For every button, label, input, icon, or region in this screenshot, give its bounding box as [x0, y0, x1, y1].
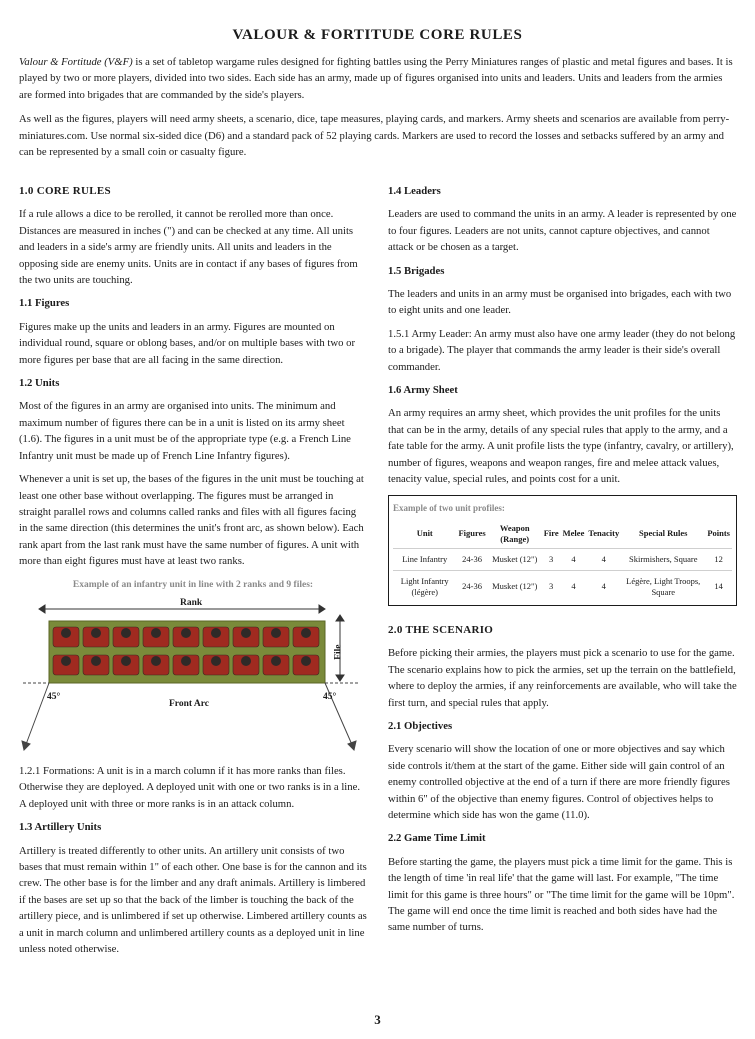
figures-text: Figures make up the units and leaders in an army. Figures are mounted on individual round, square or oblong bases, and/or on multiple bases with two or more figures per base that are all facing in the same direction. — [19, 320, 356, 366]
leaders-text: Leaders are used to command the units in an army. A leader is represented by one to four figures. Leaders are not units, cannot capture objectives, and cannot attack or be chosen as a target. — [388, 208, 737, 254]
table-header: Unit — [416, 528, 433, 539]
table-cell: 4 — [586, 548, 621, 570]
table-cell: 24-36 — [456, 570, 487, 603]
heading-figures: 1.1 Figures — [19, 297, 70, 310]
army-leader-text: 1.5.1 Army Leader: An army must also have one army leader (they do not belong to a brigade). The player that commands the army leader is their side's overall commander. — [388, 327, 736, 373]
time-limit-text: Before starting the game, the players must pick a time limit for the game. This is the length of time 'in real life' that the game will last. For example, "The time limit for this game is three hours" or "The time limit for the game will be 10pm". The game will end once the time limit is reached and both sides have had the same number of turns. — [388, 855, 735, 934]
army-sheet-text: An army requires an army sheet, which provides the unit profiles for the units that can be in the army, details of any special rules that apply to the army, and a fate table for the army. A unit profile lists the type (infantry, cavalry, or artillery), number of figures, weapons and weapon ranges, fire and melee attack values, tenacity value, special rules, and points cost for a unit. — [388, 407, 734, 486]
right-column — [388, 183, 737, 943]
table-row — [393, 548, 732, 570]
table-header-row — [393, 520, 732, 549]
table-header: Points — [707, 528, 730, 539]
heading-units: 1.2 Units — [19, 377, 60, 390]
table-header: Weapon (Range) — [499, 522, 530, 544]
intro-paragraph-1 — [19, 54, 737, 103]
heading-time-limit: 2.2 Game Time Limit — [388, 832, 486, 845]
table-cell: 3 — [542, 548, 561, 570]
table-header: Melee — [562, 528, 585, 539]
table-header: Special Rules — [639, 528, 688, 539]
heading-artillery: 1.3 Artillery Units — [19, 821, 102, 834]
table-cell: Musket (12") — [488, 570, 542, 603]
table-cell: 4 — [561, 548, 587, 570]
table-cell: Line Infantry — [393, 548, 456, 570]
page-title: VALOUR & FORTITUDE CORE RULES — [232, 27, 523, 43]
table-cell: 3 — [542, 570, 561, 603]
unit-diagram-graphic — [19, 597, 367, 755]
intro-text: is a set of tabletop wargame rules designed for fighting battles using the Perry Miniatures ranges of plastic and metal figures and bases. It is played by two or more players, divided into two sides. Each side has an army, made up of figures organised into units and leaders. Units and leaders from the armies are formed into brigades that are commanded by the side's players. — [19, 56, 733, 101]
unit-diagram — [19, 597, 367, 755]
heading-core-rules: 1.0 CORE RULES — [19, 185, 111, 197]
core-rules-text: If a rule allows a dice to be rerolled, it cannot be rerolled more than once. Distances are measured in inches (") and can be checked at any time. All units and leaders in a side's army are friendly units. All units and leaders in the opposing side are enemy units. Units are in contact if any bases of figures from the two units are touching. — [19, 208, 358, 287]
intro-lead: Valour & Fortitude (V&F) — [19, 56, 133, 68]
table-cell: 12 — [705, 548, 732, 570]
table-cell: Light Infantry (légère) — [393, 570, 456, 603]
heading-scenario: 2.0 THE SCENARIO — [388, 623, 494, 636]
heading-brigades: 1.5 Brigades — [388, 264, 445, 277]
table-header: Figures — [458, 528, 486, 539]
units-text-2: Whenever a unit is set up, the bases of the figures in the unit must be touching at least one other base without overlapping. The figures must be arranged in straight parallel rows and columns called ranks and files with all figures facing in the same direction (this determines the unit's front arc, as shown below). Each rank apart from the last rank must have the same number of figures. A unit with more than eight figures must have at least two ranks. — [19, 473, 364, 568]
table-header: Tenacity — [588, 528, 620, 539]
table-cell: 4 — [561, 570, 587, 603]
intro — [19, 54, 737, 168]
table-cell: Musket (12") — [488, 548, 542, 570]
unit-profile-example — [388, 495, 737, 606]
table-cell: Légère, Light Troops, Square — [621, 570, 705, 603]
front-arc-label: Front Arc — [169, 698, 210, 709]
page-number: 3 — [374, 1012, 381, 1027]
scenario-text: Before picking their armies, the players must pick a scenario to use for the game. The scenario explains how to pick the armies, set up the terrain on the battlefield, where to deploy the armies, if any reinforcements are available, who will take the first turn, and special rules that apply. — [388, 647, 737, 709]
table-cell: 14 — [705, 570, 732, 603]
table-row — [393, 570, 732, 603]
table-cell: Skirmishers, Square — [621, 548, 705, 570]
diagram-caption: Example of an infantry unit in line with 2 ranks and 9 files: — [72, 579, 314, 590]
units-text-1: Most of the figures in an army are organised into units. The minimum and maximum number of figures there can be in a unit is listed on its army sheet (1.6). The figures in a unit must be of the appropriate type (e.g. a French Line Infantry unit must be made up of French Line Infantry figures). — [19, 400, 351, 462]
table-cell: 24-36 — [456, 548, 487, 570]
heading-army-sheet: 1.6 Army Sheet — [388, 384, 458, 397]
file-label: File — [333, 644, 344, 660]
objectives-text: Every scenario will show the location of one or more objectives and say which side controls it/them at the start of the game. Either side will gain control of an enemy controlled objective at the end of a turn if there are more friendly figures within 6" of the objective than enemy figures. Control of objectives helps to determine which side has won the game (11.0). — [388, 743, 730, 821]
example-caption: Example of two unit profiles: — [393, 502, 505, 513]
angle-right-label: 45° — [323, 691, 337, 702]
table-cell: 4 — [586, 570, 621, 603]
brigades-text: The leaders and units in an army must be organised into brigades, each with two to eight units and one leader. — [388, 288, 732, 317]
table-header: Fire — [543, 528, 559, 539]
heading-objectives: 2.1 Objectives — [388, 719, 453, 732]
unit-profile-table — [393, 520, 732, 603]
formations-text: 1.2.1 Formations: A unit is in a march column if it has more ranks than files. Otherwise they are deployed. A deployed unit with one or two ranks is in a line. A deployed unit with three or more ranks is in an attack column. — [19, 764, 361, 810]
rank-label: Rank — [180, 597, 203, 608]
heading-leaders: 1.4 Leaders — [388, 185, 441, 197]
left-column — [19, 183, 367, 964]
artillery-text: Artillery is treated differently to other units. An artillery unit consists of two bases that must remain within 1" of each other. One base is for the cannon and its crew. The other base is for the limber and any draft animals. Artillery is limbered if the bases are set up so that the back of the limber is touching the back of the artillery piece, and is unlimbered if set up otherwise. Limbered artillery counts as a unit in march column and unlimbered artillery counts as a deployed unit in line unless noted otherwise. — [19, 844, 367, 955]
intro-paragraph-2: As well as the figures, players will need army sheets, a scenario, dice, tape measures, playing cards, and markers. Army sheets and scenarios are available from perry-miniatures.com. Use normal six-sided dice (D6) and a standard pack of 52 playing cards. Markers are used to record the losses and setbacks suffered by an army and can be represented by a small coin or casualty figure. — [19, 113, 730, 159]
angle-left-label: 45° — [47, 691, 61, 702]
